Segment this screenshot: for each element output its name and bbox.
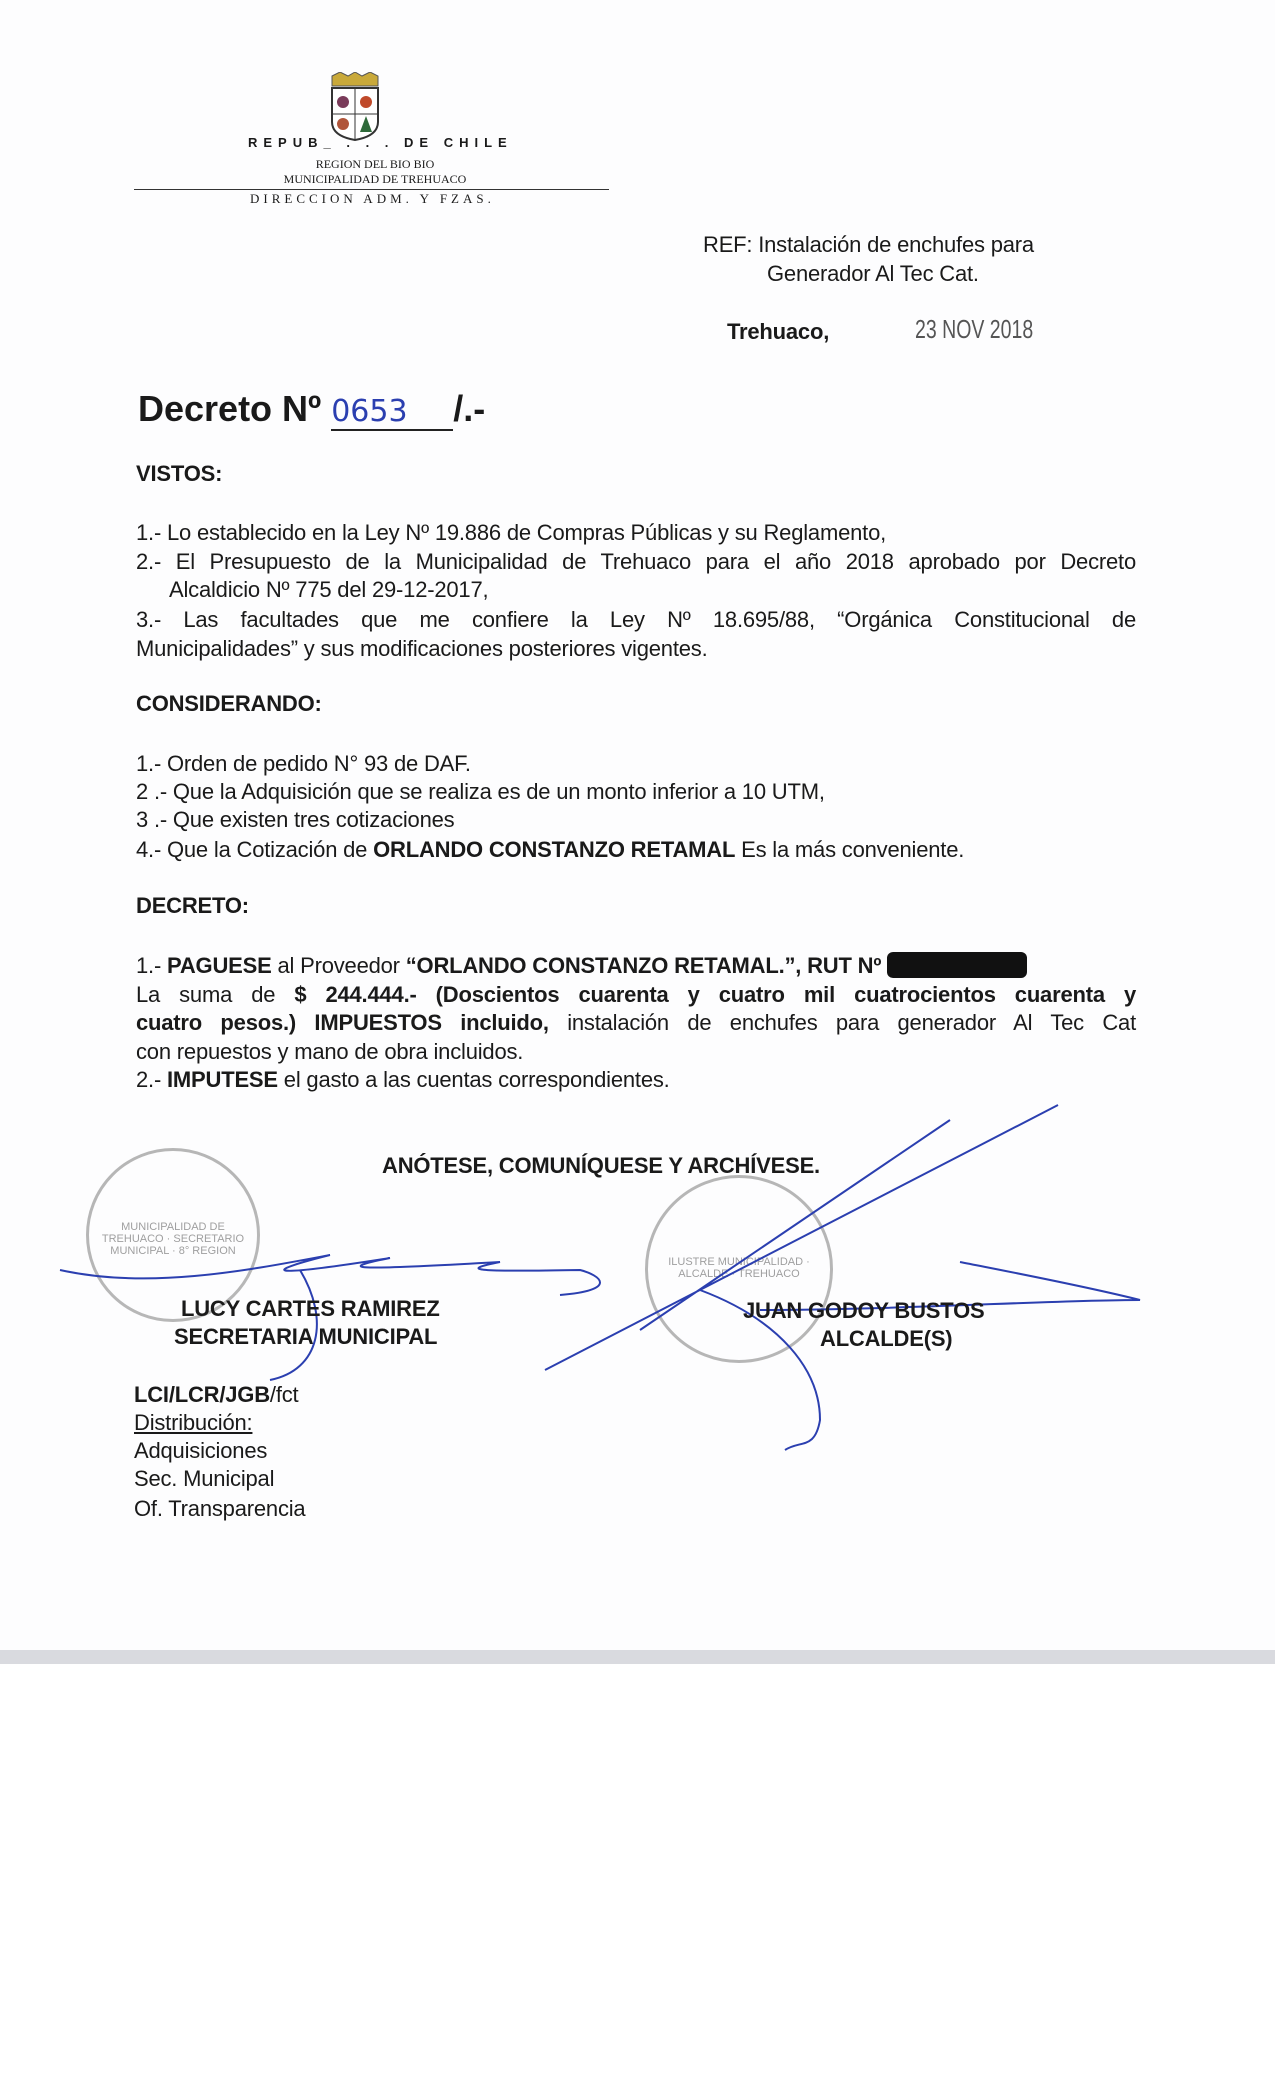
letterhead-municipality: MUNICIPALIDAD DE TREHUACO (283, 172, 467, 186)
decree-number: 0653 (331, 394, 453, 431)
supplier-name: ORLANDO CONSTANZO RETAMAL (373, 837, 736, 862)
signatory-title: ALCALDE(S) (820, 1326, 953, 1351)
amount: $ 244.444.- (Doscientos cuarenta y cuatro mil cuatrocientos cuarenta y (294, 982, 1136, 1007)
considerando-line: 3 .- Que existen tres cotizaciones (136, 807, 455, 832)
decreto-line: con repuestos y mano de obra incluidos. (136, 1039, 524, 1064)
text: el gasto a las cuentas correspondientes. (277, 1067, 670, 1092)
text: 4.- Que la Cotización de (136, 837, 374, 862)
text: LCI/LCR/JGB (134, 1382, 270, 1407)
letterhead-republic: REPUB_ . . . DE CHILE (248, 135, 513, 150)
stamp-text: MUNICIPALIDAD DE TREHUACO · SECRETARIO MUNICIPAL · 8° REGION (101, 1221, 245, 1257)
text: instalación de enchufes para generador Al Tec Cat (548, 1010, 1136, 1035)
decree-label: Decreto Nº (138, 388, 322, 429)
decreto-heading: DECRETO: (136, 893, 249, 918)
signatory-name: JUAN GODOY BUSTOS (743, 1298, 985, 1323)
text: 2.- (136, 1067, 167, 1092)
considerando-line: 2 .- Que la Adquisición que se realiza es de un monto inferior a 10 UTM, (136, 779, 825, 804)
vistos-line: 3.- Las facultades que me confiere la Ley Nº 18.695/88, “Orgánica Constitucional de (136, 607, 1136, 632)
vistos-heading: VISTOS: (136, 461, 223, 486)
distribution-item: Of. Transparencia (134, 1496, 306, 1521)
ref-line-1: REF: Instalación de enchufes para (703, 232, 1034, 257)
ref-line-2: Generador Al Tec Cat. (767, 261, 979, 286)
vistos-line: Alcaldicio Nº 775 del 29-12-2017, (169, 577, 489, 602)
initials (134, 1382, 298, 1408)
stamp-text: ILUSTRE MUNICIPALIDAD · ALCALDE · TREHUACO (668, 1256, 810, 1280)
distribution-label: Distribución: (134, 1410, 253, 1435)
signatory-name: LUCY CARTES RAMIREZ (181, 1296, 440, 1321)
text: IMPUTESE (167, 1067, 278, 1092)
text: La suma de (136, 982, 295, 1007)
text: 1.- (136, 953, 167, 978)
text: Es la más conveniente. (735, 837, 965, 862)
considerando-heading: CONSIDERANDO: (136, 691, 322, 716)
considerando-line: 1.- Orden de pedido N° 93 de DAF. (136, 751, 471, 776)
vistos-line: 1.- Lo establecido en la Ley Nº 19.886 de Compras Públicas y su Reglamento, (136, 520, 887, 545)
distribution-item: Adquisiciones (134, 1438, 268, 1463)
text: /fct (269, 1382, 299, 1407)
closing-formula: ANÓTESE, COMUNÍQUESE Y ARCHÍVESE. (382, 1153, 820, 1178)
decree-suffix: /.- (453, 388, 486, 429)
place: Trehuaco, (727, 319, 830, 344)
text: “ORLANDO CONSTANZO RETAMAL.”, RUT Nº (405, 953, 882, 978)
vistos-line: Municipalidades” y sus modificaciones posteriores vigentes. (136, 636, 708, 661)
letterhead-department: DIRECCION ADM. Y FZAS. (250, 191, 495, 206)
letterhead-region: REGION DEL BIO BIO (315, 157, 435, 171)
signatory-title: SECRETARIA MUNICIPAL (174, 1324, 438, 1349)
text: PAGUESE (167, 953, 272, 978)
date-stamp: 23 NOV 2018 (915, 314, 1034, 344)
distribution-item: Sec. Municipal (134, 1466, 275, 1491)
text: al Proveedor (271, 953, 406, 978)
text: cuatro pesos.) IMPUESTOS incluido, (136, 1010, 549, 1035)
vistos-line: 2.- El Presupuesto de la Municipalidad de Trehuaco para el año 2018 aprobado por Decreto (136, 549, 1136, 574)
